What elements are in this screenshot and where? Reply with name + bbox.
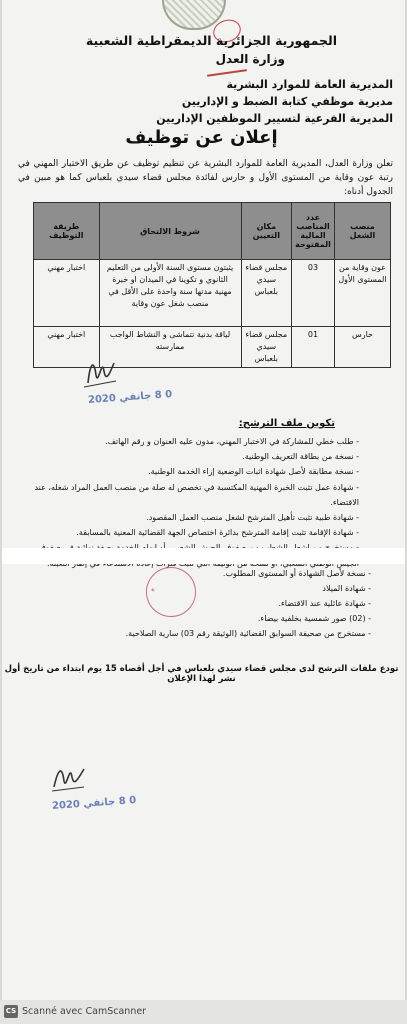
list-item: - نسخة من بطاقة التعريف الوطنية. xyxy=(29,449,359,464)
list-item: - شهادة الميلاد xyxy=(121,581,371,596)
deposit-note: تودع ملفات الترشح لدى مجلس قضاء سيدي بلعباس في أجل أقصاه 15 يوم ابتداء من تاريخ أول نشر لهذا الإعلان xyxy=(4,664,399,684)
camscanner-logo-icon: CS xyxy=(4,1005,18,1018)
cell-conditions: يثبتون مستوى السنة الأولى من التعليم الثانوي و تكوينا في الميدان او خبرة مهنية مدتها سنة واحدة على الأقل في منصب شغل عون وقاية xyxy=(99,260,241,327)
list-item: - نسخة مطابقة لأصل شهادة اثبات الوضعية إزاء الخدمة الوطنية. xyxy=(29,464,359,479)
intro-paragraph: تعلن وزارة العدل، المديرية العامة للموارد البشرية عن تنظيم توظيف عن طريق الاختبار المهني في رتبة عون وقاية من المستوى الأول و حارس لفائدة مجلس قضاء سيدي بلعباس كما هو مبين في الجدول أدناه: xyxy=(18,159,393,197)
cell-post: حارس xyxy=(334,327,390,368)
republic-heading: الجمهورية الجزائرية الديمقراطية الشعبية xyxy=(85,33,337,48)
dossier-list-continued xyxy=(121,566,371,641)
list-item: - (02) صور شمسية بخلفية بيضاء. xyxy=(121,611,371,626)
list-item: - طلب خطي للمشاركة في الاختبار المهني، مدون عليه العنوان و رقم الهاتف. xyxy=(29,434,359,449)
list-item: - شهادة الإقامة تثبت إقامة المترشح بدائرة اختصاص الجهة القضائية المعنية بالمسابقة. xyxy=(29,525,359,540)
header-method: طريقة التوظيف xyxy=(34,203,100,260)
table-header-row xyxy=(34,203,391,260)
signature-mark xyxy=(48,757,88,793)
ministry-heading: وزارة العدل xyxy=(215,52,285,66)
announcement-title: إعلان عن توظيف xyxy=(125,127,278,148)
cell-method: اختبار مهني xyxy=(34,260,100,327)
list-item: - مستخرج من صحيفة السوابق القضائية (الوثيقة رقم 03) سارية الصلاحية. xyxy=(121,626,371,641)
list-item: - نسخة لأصل الشهادة أو المستوى المطلوب. xyxy=(121,566,371,581)
dossier-title: تكوين ملف الترشح: xyxy=(238,418,335,429)
cell-method: اختبار مهني xyxy=(34,327,100,368)
page-break xyxy=(2,548,405,564)
header-count: عدد المناصب المالية المفتوحة xyxy=(292,203,335,260)
list-item: - شهادة طبية تثبت تأهيل المترشح لشغل منصب العمل المقصود. xyxy=(29,510,359,525)
signature-mark xyxy=(80,353,120,389)
directorate-line-3: المديرية الفرعية لتسيير الموظفين الإداريين xyxy=(156,112,393,125)
cell-count: 01 xyxy=(292,327,335,368)
header-place: مكان التعيين xyxy=(241,203,292,260)
recruitment-table xyxy=(33,202,391,368)
header-conditions: شروط الالتحاق xyxy=(99,203,241,260)
cell-place: مجلس قضاء سيدي بلعباس xyxy=(241,327,292,368)
date-stamp: 0 8 جانفي 2020 xyxy=(87,389,173,406)
list-item: - شهادة عمل تثبت الخبرة المهنية المكتسبة في تخصص له صلة من منصب العمل المراد شغله، عند الاقتضاء. xyxy=(29,480,359,510)
directorate-line-2: مديرية موظفي كتابة الضبط و الإداريين xyxy=(181,95,393,108)
header-post: منصب الشغل xyxy=(334,203,390,260)
table-row xyxy=(34,260,391,327)
round-official-stamp: ✶ xyxy=(142,563,200,621)
cell-place: مجلس قضاء سيدي بلعباس xyxy=(241,260,292,327)
directorate-line-1: المديرية العامة للموارد البشرية xyxy=(226,78,393,91)
list-item: - شهادة عائلية عند الاقتضاء. xyxy=(121,596,371,611)
cell-conditions: لياقة بدنية تتماشى و النشاط الواجب ممارسته xyxy=(99,327,241,368)
cell-count: 03 xyxy=(292,260,335,327)
camscanner-watermark: Scanné avec CamScanner xyxy=(22,1006,147,1017)
cell-post: عون وقاية من المستوى الأول xyxy=(334,260,390,327)
date-stamp: 0 8 جانفي 2020 xyxy=(51,795,137,812)
